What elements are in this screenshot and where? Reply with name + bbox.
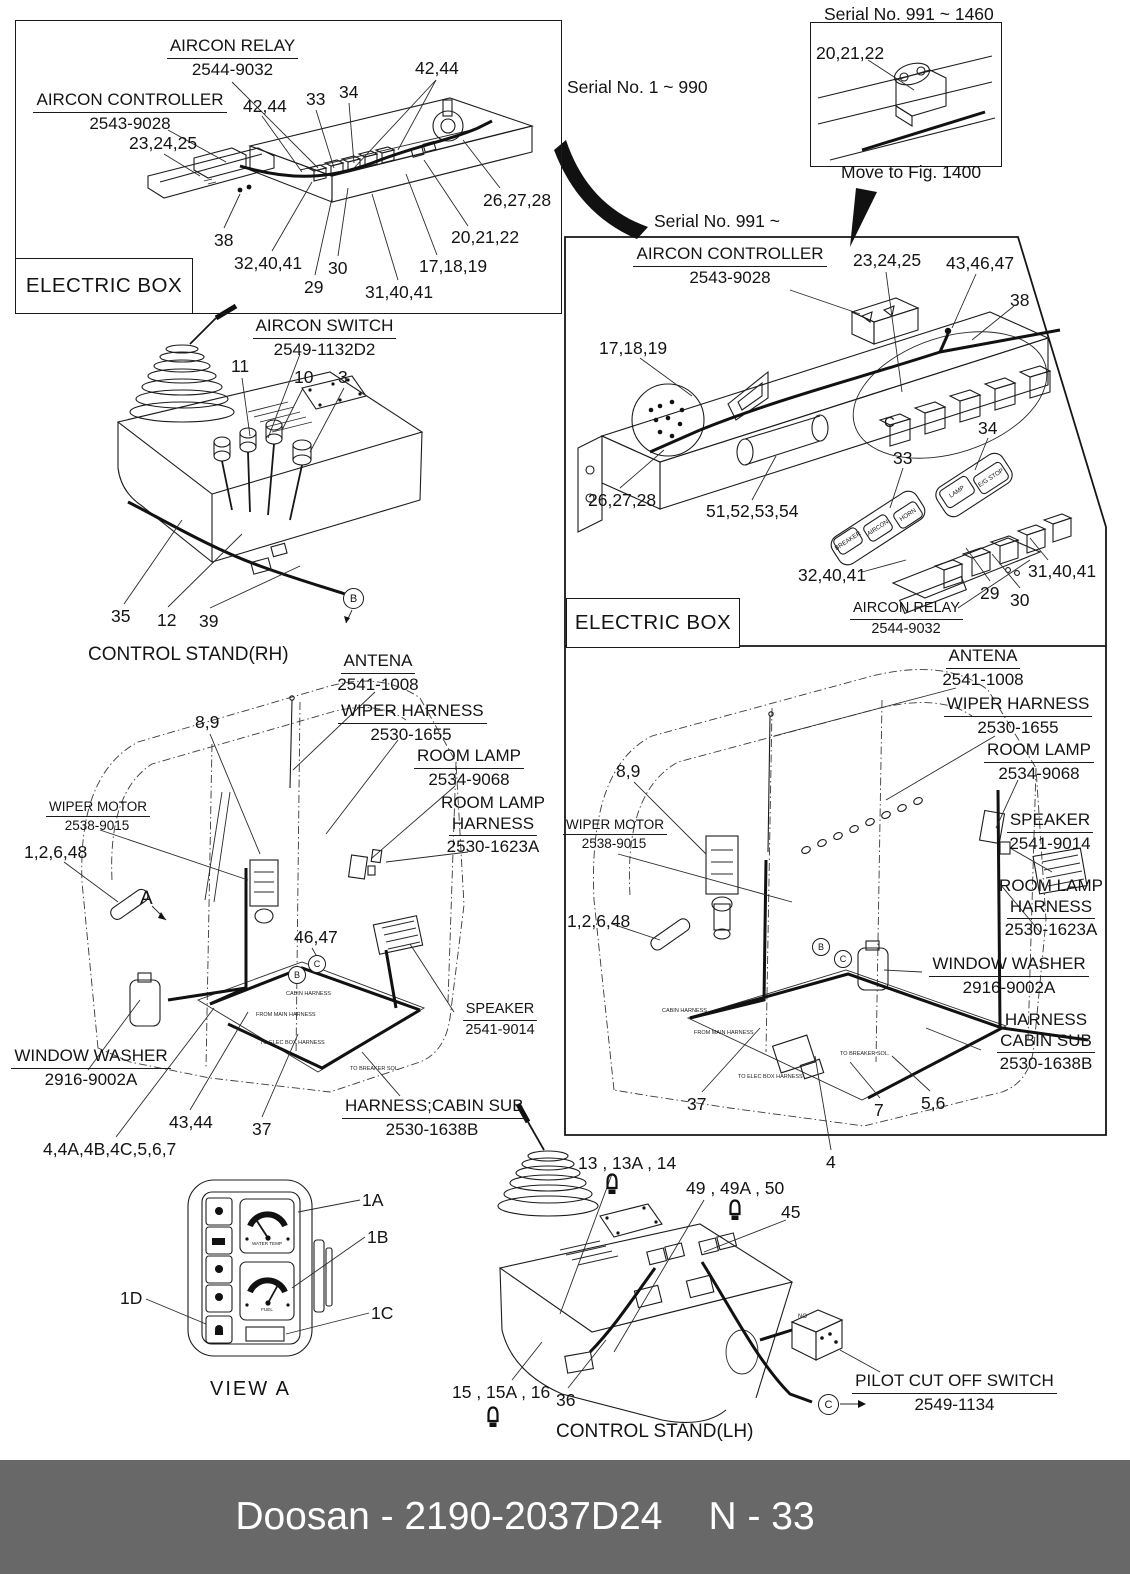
footer-bar — [0, 1460, 1130, 1574]
callout: 11 — [231, 356, 250, 376]
gauge-label: FUEL — [261, 1307, 273, 1312]
micro-label: TO ELEC BOX HARNESS — [260, 1040, 325, 1046]
part-window-washer: WINDOW WASHER 2916-9002A — [10, 1046, 172, 1090]
callout: 17,18,19 — [599, 338, 668, 358]
callout: 3 — [338, 367, 348, 387]
callout: 30 — [328, 258, 348, 278]
panel-title: ELECTRIC BOX — [574, 611, 732, 634]
page-number: N - 33 — [708, 1495, 815, 1538]
callout: 23,24,25 — [129, 133, 198, 153]
micro-label: TO BREAKER SOL. — [350, 1066, 400, 1072]
callout: 32,40,41 — [234, 253, 303, 273]
part-antena-late: ANTENA 2541-1008 — [942, 646, 1024, 689]
view-arrow-a: A — [140, 888, 153, 909]
callout: 33 — [306, 89, 326, 109]
part-antena: ANTENA 2541-1008 — [337, 651, 419, 694]
part-speaker: SPEAKER 2541-9014 — [452, 1001, 548, 1039]
part-room-lamp-harness-late: ROOM LAMP HARNESS 2530-1623A — [999, 876, 1103, 940]
panel-title: ELECTRIC BOX — [25, 274, 183, 297]
callout: 8,9 — [195, 712, 220, 732]
serial-range-early: Serial No. 1 ~ 990 — [567, 77, 708, 97]
callout: 4 — [826, 1152, 836, 1172]
view-a-drawing — [188, 1180, 332, 1356]
switch-cap-label: HORN — [898, 507, 918, 523]
harness-marker-b: B — [343, 588, 364, 609]
part-harness-cabin-sub: HARNESS;CABIN SUB 2530-1638B — [342, 1096, 522, 1140]
switch-cap-label: LAMP — [948, 484, 966, 500]
callout: 31,40,41 — [365, 282, 434, 302]
control-stand-lh-drawing — [498, 1104, 866, 1422]
move-to-fig-caption: Move to Fig. 1400 — [841, 162, 982, 182]
callout: 32,40,41 — [798, 565, 867, 585]
callout: 46,47 — [294, 927, 338, 947]
callout-20-21-22-inset: 20,21,22 — [816, 43, 885, 63]
callout: 1B — [367, 1227, 389, 1247]
callout: 43,44 — [169, 1112, 213, 1132]
callout: 8,9 — [616, 761, 641, 781]
callout: 39 — [199, 611, 219, 631]
callout: 31,40,41 — [1028, 561, 1097, 581]
callout: 45 — [781, 1202, 801, 1222]
micro-label: CABIN HARNESS — [662, 1008, 707, 1014]
part-wiper-harness: WIPER HARNESS 2530-1655 — [338, 701, 484, 745]
callout: 1,2,6,48 — [567, 911, 631, 931]
part-aircon-relay-late: AIRCON RELAY 2544-9032 — [850, 600, 962, 638]
callout: 38 — [1010, 290, 1030, 310]
part-harness-cabin-sub-late: HARNESS CABIN SUB 2530-1638B — [983, 1010, 1109, 1075]
bulb-icon — [486, 1405, 500, 1434]
callout: 49 , 49A , 50 — [686, 1178, 785, 1198]
callout: 1,2,6,48 — [24, 842, 88, 862]
part-room-lamp-late: ROOM LAMP 2534-9068 — [983, 740, 1095, 784]
callout: 33 — [893, 448, 913, 468]
control-stand-lh-title: CONTROL STAND(LH) — [556, 1421, 754, 1442]
gauge-label: WATER TEMP — [251, 1241, 283, 1246]
part-aircon-controller: AIRCON CONTROLLER 2543-9028 — [30, 90, 230, 134]
callout: 20,21,22 — [451, 227, 520, 247]
callout: 7 — [874, 1100, 884, 1120]
document-code: Doosan - 2190-2037D24 — [235, 1495, 663, 1538]
callout: 1C — [371, 1303, 394, 1323]
harness-marker-c: C — [308, 955, 326, 973]
part-pilot-cut-off-switch: PILOT CUT OFF SWITCH 2549-1134 — [852, 1371, 1057, 1415]
electric-box-early-title-box — [15, 258, 193, 314]
callout: 37 — [687, 1094, 707, 1114]
callout: 10 — [294, 367, 314, 387]
callout: 43,46,47 — [946, 253, 1015, 273]
callout: 23,24,25 — [853, 250, 922, 270]
harness-marker-b: B — [288, 966, 306, 984]
part-wiper-harness-late: WIPER HARNESS 2530-1655 — [943, 694, 1093, 738]
control-stand-rh-title: CONTROL STAND(RH) — [88, 644, 289, 665]
callout: 15 , 15A , 16 — [452, 1382, 551, 1402]
harness-marker-b: B — [812, 938, 830, 956]
view-marker-c: C — [884, 414, 895, 431]
part-aircon-switch: AIRCON SWITCH 2549-1132D2 — [252, 316, 397, 360]
callout: 5,6 — [921, 1093, 946, 1113]
callout: 13 , 13A , 14 — [578, 1153, 677, 1173]
part-room-lamp: ROOM LAMP 2534-9068 — [413, 746, 525, 790]
callout: 37 — [252, 1119, 272, 1139]
part-wiper-motor-late: WIPER MOTOR 2538-9015 — [563, 817, 665, 853]
switch-tag: NO — [798, 1314, 807, 1320]
callout: 34 — [339, 82, 359, 102]
micro-label: CABIN HARNESS — [286, 991, 331, 997]
micro-label: FROM MAIN HARNESS — [256, 1012, 316, 1018]
bulb-icon — [605, 1172, 619, 1201]
micro-label: TO ELEC BOX HARNESS — [738, 1074, 803, 1080]
part-wiper-motor: WIPER MOTOR 2538-9015 — [46, 799, 148, 835]
move-pointer — [850, 188, 877, 247]
micro-label: FROM MAIN HARNESS — [694, 1030, 754, 1036]
part-window-washer-late: WINDOW WASHER 2916-9002A — [923, 954, 1095, 998]
harness-marker-c: C — [818, 1394, 839, 1415]
callout: 34 — [978, 418, 998, 438]
callout: 35 — [111, 606, 131, 626]
callout: 26,27,28 — [588, 490, 657, 510]
callout: 1D — [120, 1288, 143, 1308]
electric-box-late-title-box — [566, 598, 740, 648]
serial-inset-title: Serial No. 991 ~ 1460 — [824, 4, 994, 24]
view-a-title: VIEW A — [210, 1378, 291, 1400]
callout: 29 — [980, 583, 1000, 603]
callout: 12 — [157, 610, 177, 630]
harness-marker-c: C — [834, 950, 852, 968]
switch-cap-label: E/G STOP — [976, 467, 1006, 489]
part-room-lamp-harness: ROOM LAMP HARNESS 2530-1623A — [441, 793, 545, 857]
serial-range-late: Serial No. 991 ~ — [654, 211, 780, 231]
callout: 42,44 — [415, 58, 459, 78]
micro-label: TO BREAKER SOL. — [840, 1051, 890, 1057]
callout: 29 — [304, 277, 324, 297]
callout: 51,52,53,54 — [706, 501, 799, 521]
callout: 4,4A,4B,4C,5,6,7 — [43, 1139, 177, 1159]
callout: 42,44 — [243, 96, 287, 116]
callout: 36 — [556, 1390, 576, 1410]
bulb-icon — [728, 1198, 742, 1227]
serial-swoosh — [554, 140, 648, 239]
callout: 30 — [1010, 590, 1030, 610]
part-speaker-late: SPEAKER 2541-9014 — [998, 810, 1102, 854]
switch-cap-label: BREAKER — [833, 530, 863, 552]
callout: 26,27,28 — [483, 190, 552, 210]
part-aircon-controller-late: AIRCON CONTROLLER 2543-9028 — [630, 244, 830, 288]
callout: 17,18,19 — [419, 256, 488, 276]
part-aircon-relay: AIRCON RELAY 2544-9032 — [160, 36, 305, 80]
switch-cap-label: AIRCON — [865, 518, 891, 538]
callout: 1A — [362, 1190, 384, 1210]
callout: 38 — [214, 230, 234, 250]
